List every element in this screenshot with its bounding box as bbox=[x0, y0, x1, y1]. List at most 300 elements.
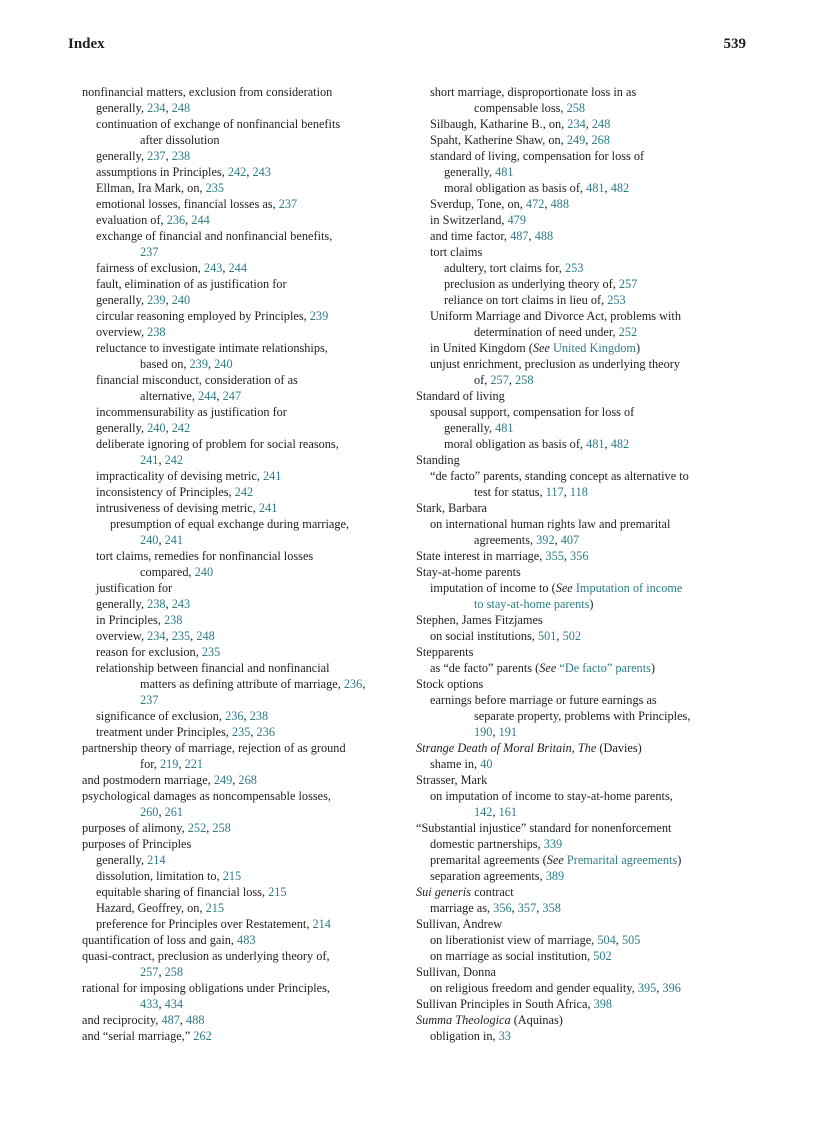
page-reference-link[interactable]: 487 bbox=[161, 1013, 180, 1027]
entry-text: , bbox=[207, 357, 215, 371]
index-entry bbox=[416, 644, 751, 660]
index-entry bbox=[416, 612, 751, 628]
index-entry bbox=[82, 756, 402, 772]
entry-text: matters as defining attribute of marriage, bbox=[140, 677, 344, 691]
page-reference-link[interactable]: 238 bbox=[249, 709, 269, 723]
page-reference-link[interactable]: 214 bbox=[312, 917, 331, 931]
page-reference-link[interactable]: 215 bbox=[222, 869, 242, 883]
page-reference-link[interactable]: 249 bbox=[566, 133, 586, 147]
entry-text: , bbox=[178, 757, 185, 771]
entry-text: Sullivan, Donna bbox=[416, 965, 496, 979]
page-reference-link[interactable]: 236 bbox=[256, 725, 275, 739]
index-entry bbox=[82, 532, 402, 548]
entry-text: , bbox=[165, 101, 172, 115]
entry-text: State interest in marriage, bbox=[416, 549, 546, 563]
page-reference-link[interactable]: 257 bbox=[140, 965, 159, 979]
entry-text: on liberationist view of marriage, bbox=[430, 933, 598, 947]
entry-text: spousal support, compensation for loss of bbox=[430, 405, 635, 419]
entry-text: Stark, Barbara bbox=[416, 501, 488, 515]
entry-text: of, bbox=[474, 373, 491, 387]
page-reference-link[interactable]: 240 bbox=[140, 533, 159, 547]
entry-text: , bbox=[165, 597, 172, 611]
page-reference-link[interactable]: 234 bbox=[147, 629, 166, 643]
page-reference-link[interactable]: 258 bbox=[212, 821, 231, 835]
page-reference-link[interactable]: 237 bbox=[140, 693, 159, 707]
page-reference-link[interactable]: 235 bbox=[231, 725, 251, 739]
entry-text: generally, bbox=[96, 853, 148, 867]
page-reference-link[interactable]: 237 bbox=[278, 197, 298, 211]
index-entry bbox=[82, 404, 402, 420]
page-reference-link[interactable]: 142 bbox=[474, 805, 493, 819]
index-entry bbox=[82, 180, 402, 196]
page-reference-link[interactable]: 392 bbox=[536, 533, 555, 547]
index-entry bbox=[416, 212, 751, 228]
index-entry bbox=[416, 292, 751, 308]
page-reference-link[interactable]: 488 bbox=[550, 197, 569, 211]
index-entry bbox=[82, 788, 402, 804]
index-entry bbox=[82, 212, 402, 228]
page-reference-link[interactable]: United Kingdom bbox=[549, 341, 636, 355]
entry-text: reluctance to investigate intimate relationships, bbox=[96, 341, 328, 355]
entry-text: justification for bbox=[96, 581, 173, 595]
entry-text: imputation of income to ( bbox=[430, 581, 556, 595]
index-entry bbox=[82, 228, 402, 244]
page-reference-link[interactable]: 268 bbox=[238, 773, 257, 787]
page-reference-link[interactable]: 242 bbox=[171, 421, 191, 435]
page-reference-link[interactable]: 502 bbox=[562, 629, 582, 643]
page-reference-link[interactable]: “De facto” parents bbox=[556, 661, 651, 675]
index-entry bbox=[82, 564, 402, 580]
page-reference-link[interactable]: 243 bbox=[171, 597, 191, 611]
page-reference-link[interactable]: 398 bbox=[593, 997, 613, 1011]
page-reference-link[interactable]: 240 bbox=[214, 357, 233, 371]
entry-text: Standard of living bbox=[416, 389, 505, 403]
entry-text: marriage as, bbox=[430, 901, 494, 915]
page-reference-link[interactable]: 244 bbox=[228, 261, 247, 275]
page-reference-link[interactable]: 356 bbox=[570, 549, 589, 563]
entry-text: Sullivan Principles in South Africa, bbox=[416, 997, 594, 1011]
entry-text: , bbox=[158, 533, 165, 547]
index-entry bbox=[82, 580, 402, 596]
index-entry bbox=[82, 628, 402, 644]
entry-text: Sui generis bbox=[416, 885, 471, 899]
entry-text: in United Kingdom ( bbox=[430, 341, 533, 355]
page-reference-link[interactable]: 389 bbox=[545, 869, 565, 883]
index-entry bbox=[416, 932, 751, 948]
index-entry bbox=[82, 596, 402, 612]
index-entry bbox=[82, 708, 402, 724]
index-entry bbox=[82, 84, 402, 100]
entry-text: ) bbox=[677, 853, 682, 867]
page-reference-link[interactable]: 240 bbox=[147, 421, 166, 435]
entry-text: on marriage as social institution, bbox=[430, 949, 594, 963]
index-entry bbox=[82, 884, 402, 900]
page-reference-link[interactable]: 239 bbox=[147, 293, 166, 307]
entry-text: assumptions in Principles, bbox=[96, 165, 228, 179]
entry-text: , bbox=[246, 165, 253, 179]
page-reference-link[interactable]: 238 bbox=[171, 149, 191, 163]
entry-text: , bbox=[563, 485, 570, 499]
index-entry bbox=[416, 404, 751, 420]
entry-text: and postmodern marriage, bbox=[82, 773, 214, 787]
index-entry bbox=[82, 852, 402, 868]
page-reference-link[interactable]: 33 bbox=[498, 1029, 511, 1043]
page-reference-link[interactable]: 241 bbox=[262, 469, 282, 483]
entry-text: , bbox=[362, 677, 366, 691]
page-reference-link[interactable]: 240 bbox=[171, 293, 191, 307]
entry-text: Strasser, Mark bbox=[416, 773, 488, 787]
entry-text: , bbox=[185, 213, 192, 227]
entry-text: earnings before marriage or future earnings as bbox=[430, 693, 657, 707]
entry-text: short marriage, disproportionate loss in as bbox=[430, 85, 637, 99]
index-entry bbox=[82, 916, 402, 932]
index-entry bbox=[416, 308, 751, 324]
index-entry bbox=[416, 740, 751, 756]
page-reference-link[interactable]: 481 bbox=[495, 165, 514, 179]
page-reference-link[interactable]: Imputation of income bbox=[572, 581, 683, 595]
index-entry bbox=[416, 580, 751, 596]
index-entry bbox=[416, 724, 751, 740]
index-entry bbox=[416, 996, 751, 1012]
entry-text: moral obligation as basis of, bbox=[444, 181, 587, 195]
page-reference-link[interactable]: 244 bbox=[191, 213, 210, 227]
index-entry bbox=[82, 644, 402, 660]
entry-text: circular reasoning employed by Principles, bbox=[96, 309, 310, 323]
index-entry bbox=[82, 692, 402, 708]
index-entry bbox=[82, 516, 402, 532]
entry-text: presumption of equal exchange during marriage, bbox=[110, 517, 350, 531]
page-reference-link[interactable]: 243 bbox=[203, 261, 223, 275]
page-reference-link[interactable]: 248 bbox=[171, 101, 191, 115]
page-reference-link[interactable]: 242 bbox=[234, 485, 254, 499]
page-reference-link[interactable]: 249 bbox=[213, 773, 233, 787]
entry-text: Summa Theologica bbox=[416, 1013, 511, 1027]
page-reference-link[interactable]: 434 bbox=[164, 997, 184, 1011]
entry-text: agreements, bbox=[474, 533, 537, 547]
page-reference-link[interactable]: 396 bbox=[662, 981, 681, 995]
index-entry bbox=[82, 276, 402, 292]
entry-text: test for status, bbox=[474, 485, 546, 499]
entry-text: See bbox=[555, 581, 573, 595]
entry-text: , bbox=[604, 181, 611, 195]
page-reference-link[interactable]: 505 bbox=[621, 933, 641, 947]
entry-text: , bbox=[492, 725, 499, 739]
index-entry bbox=[82, 100, 402, 116]
index-entry bbox=[82, 740, 402, 756]
entry-text: compensable loss, bbox=[474, 101, 567, 115]
page-reference-link[interactable]: 472 bbox=[525, 197, 545, 211]
entry-text: partnership theory of marriage, rejection of as ground bbox=[82, 741, 346, 755]
index-entry bbox=[416, 132, 751, 148]
index-entry bbox=[82, 948, 402, 964]
entry-text: , bbox=[250, 725, 257, 739]
page-header bbox=[68, 36, 746, 56]
entry-text: fairness of exclusion, bbox=[96, 261, 204, 275]
page-reference-link[interactable]: 258 bbox=[515, 373, 534, 387]
page-reference-link[interactable]: 240 bbox=[194, 565, 214, 579]
page-reference-link[interactable]: 407 bbox=[560, 533, 580, 547]
page-reference-link[interactable]: to stay-at-home parents bbox=[474, 597, 590, 611]
page-reference-link[interactable]: Premarital agreements bbox=[563, 853, 678, 867]
entry-text: generally, bbox=[444, 421, 496, 435]
index-entry bbox=[416, 372, 751, 388]
page-reference-link[interactable]: 242 bbox=[227, 165, 247, 179]
page-reference-link[interactable]: 234 bbox=[567, 117, 586, 131]
index-entry bbox=[416, 884, 751, 900]
entry-text: on social institutions, bbox=[430, 629, 538, 643]
page-reference-link[interactable]: 241 bbox=[140, 453, 159, 467]
index-entry bbox=[416, 564, 751, 580]
entry-text: Stephen, James Fitzjames bbox=[416, 613, 543, 627]
page-reference-link[interactable]: 357 bbox=[517, 901, 537, 915]
entry-text: generally, bbox=[96, 101, 148, 115]
entry-text: Strange Death of Moral Britain, The bbox=[416, 741, 597, 755]
index-column-right bbox=[416, 84, 751, 1044]
page-reference-link[interactable]: 237 bbox=[147, 149, 166, 163]
page-reference-link[interactable]: 481 bbox=[586, 181, 605, 195]
page-reference-link[interactable]: 260 bbox=[140, 805, 159, 819]
entry-text: inconsistency of Principles, bbox=[96, 485, 235, 499]
entry-text: (Davies) bbox=[596, 741, 642, 755]
entry-text: quasi-contract, preclusion as underlying theory of, bbox=[82, 949, 330, 963]
entry-text: See bbox=[539, 661, 557, 675]
index-entry bbox=[416, 516, 751, 532]
page-reference-link[interactable]: 488 bbox=[534, 229, 554, 243]
page-reference-link[interactable]: 239 bbox=[189, 357, 208, 371]
index-entry bbox=[416, 1012, 751, 1028]
index-entry bbox=[416, 980, 751, 996]
index-entry bbox=[416, 868, 751, 884]
index-entry bbox=[416, 388, 751, 404]
index-entry bbox=[416, 820, 751, 836]
index-entry bbox=[416, 836, 751, 852]
entry-text: preference for Principles over Restatement, bbox=[96, 917, 313, 931]
page-reference-link[interactable]: 355 bbox=[545, 549, 564, 563]
page-reference-link[interactable]: 433 bbox=[140, 997, 159, 1011]
page-reference-link[interactable]: 482 bbox=[610, 181, 630, 195]
page-reference-link[interactable]: 219 bbox=[160, 757, 179, 771]
index-entry bbox=[82, 1028, 402, 1044]
page-reference-link[interactable]: 215 bbox=[205, 901, 225, 915]
page-reference-link[interactable]: 236 bbox=[166, 213, 186, 227]
index-entry bbox=[416, 356, 751, 372]
page-reference-link[interactable]: 248 bbox=[591, 117, 611, 131]
page-reference-link[interactable]: 238 bbox=[147, 325, 166, 339]
entry-text: , bbox=[604, 437, 611, 451]
entry-text: and “serial marriage,” bbox=[82, 1029, 194, 1043]
page-reference-link[interactable]: 238 bbox=[147, 597, 166, 611]
index-entry bbox=[82, 148, 402, 164]
index-entry bbox=[416, 468, 751, 484]
index-entry bbox=[82, 724, 402, 740]
entry-text: generally, bbox=[96, 597, 148, 611]
entry-text: separate property, problems with Principles, bbox=[474, 709, 691, 723]
index-entry bbox=[416, 772, 751, 788]
page-reference-link[interactable]: 262 bbox=[193, 1029, 212, 1043]
entry-text: separation agreements, bbox=[430, 869, 546, 883]
page-reference-link[interactable]: 356 bbox=[493, 901, 512, 915]
index-entry bbox=[416, 276, 751, 292]
entry-text: ) bbox=[650, 661, 655, 675]
index-entry bbox=[416, 148, 751, 164]
entry-text: determination of need under, bbox=[474, 325, 619, 339]
page-reference-link[interactable]: 238 bbox=[163, 613, 183, 627]
page-reference-link[interactable]: 214 bbox=[147, 853, 166, 867]
page-reference-link[interactable]: 239 bbox=[309, 309, 329, 323]
page-reference-link[interactable]: 235 bbox=[205, 181, 225, 195]
page-reference-link[interactable]: 253 bbox=[607, 293, 626, 307]
page-reference-link[interactable]: 234 bbox=[147, 101, 166, 115]
entry-text: Silbaugh, Katharine B., on, bbox=[430, 117, 568, 131]
page-reference-link[interactable]: 215 bbox=[268, 885, 287, 899]
page-reference-link[interactable]: 40 bbox=[480, 757, 493, 771]
entry-text: Sullivan, Andrew bbox=[416, 917, 503, 931]
index-entry bbox=[416, 532, 751, 548]
entry-text: domestic partnerships, bbox=[430, 837, 544, 851]
index-entry bbox=[82, 676, 402, 692]
entry-text: , bbox=[165, 629, 172, 643]
entry-text: exchange of financial and nonfinancial benefits, bbox=[96, 229, 333, 243]
entry-text: relationship between financial and nonfinancial bbox=[96, 661, 330, 675]
entry-text: deliberate ignoring of problem for social reasons, bbox=[96, 437, 339, 451]
index-entry bbox=[82, 1012, 402, 1028]
index-entry bbox=[416, 548, 751, 564]
index-entry bbox=[82, 868, 402, 884]
index-entry bbox=[416, 420, 751, 436]
page-reference-link[interactable]: 501 bbox=[537, 629, 557, 643]
entry-text: after dissolution bbox=[140, 133, 220, 147]
entry-text: “Substantial injustice” standard for nonenforcement bbox=[416, 821, 672, 835]
index-entry bbox=[416, 324, 751, 340]
page-reference-link[interactable]: 481 bbox=[586, 437, 605, 451]
index-entry bbox=[82, 804, 402, 820]
page-reference-link[interactable]: 252 bbox=[618, 325, 638, 339]
entry-text: equitable sharing of financial loss, bbox=[96, 885, 269, 899]
index-entry bbox=[82, 292, 402, 308]
page-reference-link[interactable]: 252 bbox=[187, 821, 207, 835]
entry-text: and reciprocity, bbox=[82, 1013, 162, 1027]
page-reference-link[interactable]: 487 bbox=[510, 229, 529, 243]
entry-text: tort claims bbox=[430, 245, 483, 259]
entry-text: in Principles, bbox=[96, 613, 164, 627]
entry-text: on religious freedom and gender equality, bbox=[430, 981, 638, 995]
index-entry bbox=[82, 484, 402, 500]
page-reference-link[interactable]: 241 bbox=[164, 533, 184, 547]
index-entry bbox=[82, 660, 402, 676]
page-reference-link[interactable]: 253 bbox=[564, 261, 584, 275]
entry-text: Spaht, Katherine Shaw, on, bbox=[430, 133, 567, 147]
entry-text: Ellman, Ira Mark, on, bbox=[96, 181, 206, 195]
page-reference-link[interactable]: 257 bbox=[618, 277, 638, 291]
page-reference-link[interactable]: 268 bbox=[591, 133, 610, 147]
entry-text: incommensurability as justification for bbox=[96, 405, 287, 419]
page-reference-link[interactable]: 161 bbox=[498, 805, 518, 819]
entry-text: , bbox=[216, 389, 223, 403]
entry-text: , bbox=[511, 901, 518, 915]
page-reference-link[interactable]: 358 bbox=[542, 901, 561, 915]
entry-text: , bbox=[554, 533, 561, 547]
entry-text: generally, bbox=[96, 421, 148, 435]
entry-text: , bbox=[492, 805, 499, 819]
entry-text: emotional losses, financial losses as, bbox=[96, 197, 279, 211]
index-entry bbox=[82, 932, 402, 948]
page-reference-link[interactable]: 395 bbox=[637, 981, 657, 995]
page-reference-link[interactable]: 221 bbox=[184, 757, 204, 771]
entry-text: moral obligation as basis of, bbox=[444, 437, 587, 451]
entry-text: obligation in, bbox=[430, 1029, 499, 1043]
entry-text: Stock options bbox=[416, 677, 484, 691]
page-reference-link[interactable]: 236 bbox=[343, 677, 363, 691]
index-entry bbox=[416, 660, 751, 676]
page-reference-link[interactable]: 258 bbox=[566, 101, 586, 115]
index-entry bbox=[416, 756, 751, 772]
page-reference-link[interactable]: 244 bbox=[198, 389, 217, 403]
page-reference-link[interactable]: 504 bbox=[597, 933, 616, 947]
entry-text: Stay-at-home parents bbox=[416, 565, 521, 579]
index-entry bbox=[416, 260, 751, 276]
page-reference-link[interactable]: 118 bbox=[569, 485, 588, 499]
entry-text: adultery, tort claims for, bbox=[444, 261, 565, 275]
page-reference-link[interactable]: 482 bbox=[610, 437, 630, 451]
page-reference-link[interactable]: 248 bbox=[196, 629, 215, 643]
index-entry bbox=[82, 244, 402, 260]
page-reference-link[interactable]: 481 bbox=[495, 421, 514, 435]
page-reference-link[interactable]: 339 bbox=[543, 837, 563, 851]
page-reference-link[interactable]: 261 bbox=[164, 805, 184, 819]
page-reference-link[interactable]: 117 bbox=[545, 485, 564, 499]
page-reference-link[interactable]: 257 bbox=[490, 373, 509, 387]
entry-text: , bbox=[585, 133, 592, 147]
entry-text: for, bbox=[140, 757, 160, 771]
page-reference-link[interactable]: 479 bbox=[507, 213, 526, 227]
page-reference-link[interactable]: 242 bbox=[164, 453, 184, 467]
entry-text: fault, elimination of as justification for bbox=[96, 277, 287, 291]
entry-text: , bbox=[563, 549, 571, 563]
index-entry bbox=[416, 436, 751, 452]
page-reference-link[interactable]: 236 bbox=[225, 709, 244, 723]
page-reference-link[interactable]: 483 bbox=[237, 933, 256, 947]
page-reference-link[interactable]: 247 bbox=[222, 389, 242, 403]
entry-text: standard of living, compensation for loss of bbox=[430, 149, 645, 163]
page-reference-link[interactable]: 235 bbox=[201, 645, 221, 659]
entry-text: , bbox=[615, 933, 622, 947]
entry-text: and time factor, bbox=[430, 229, 511, 243]
index-entry bbox=[82, 372, 402, 388]
page-reference-link[interactable]: 190 bbox=[474, 725, 493, 739]
index-entry bbox=[82, 164, 402, 180]
index-entry bbox=[416, 228, 751, 244]
entry-text: in Switzerland, bbox=[430, 213, 508, 227]
page-reference-link[interactable]: 488 bbox=[186, 1013, 205, 1027]
page-reference-link[interactable]: 241 bbox=[258, 501, 278, 515]
entry-text: contract bbox=[471, 885, 514, 899]
entry-text: impracticality of devising metric, bbox=[96, 469, 263, 483]
index-entry bbox=[416, 196, 751, 212]
page-reference-link[interactable]: 502 bbox=[593, 949, 612, 963]
index-entry bbox=[416, 964, 751, 980]
entry-text: See bbox=[532, 341, 550, 355]
entry-text: rational for imposing obligations under Principles, bbox=[82, 981, 330, 995]
page-reference-link[interactable]: 191 bbox=[498, 725, 518, 739]
page-reference-link[interactable]: 243 bbox=[252, 165, 271, 179]
entry-text: as “de facto” parents ( bbox=[430, 661, 540, 675]
page-reference-link[interactable]: 258 bbox=[164, 965, 184, 979]
page-reference-link[interactable]: 237 bbox=[140, 245, 159, 259]
index-entry bbox=[416, 596, 751, 612]
index-entry bbox=[82, 132, 402, 148]
entry-text: See bbox=[546, 853, 564, 867]
page-reference-link[interactable]: 235 bbox=[171, 629, 191, 643]
